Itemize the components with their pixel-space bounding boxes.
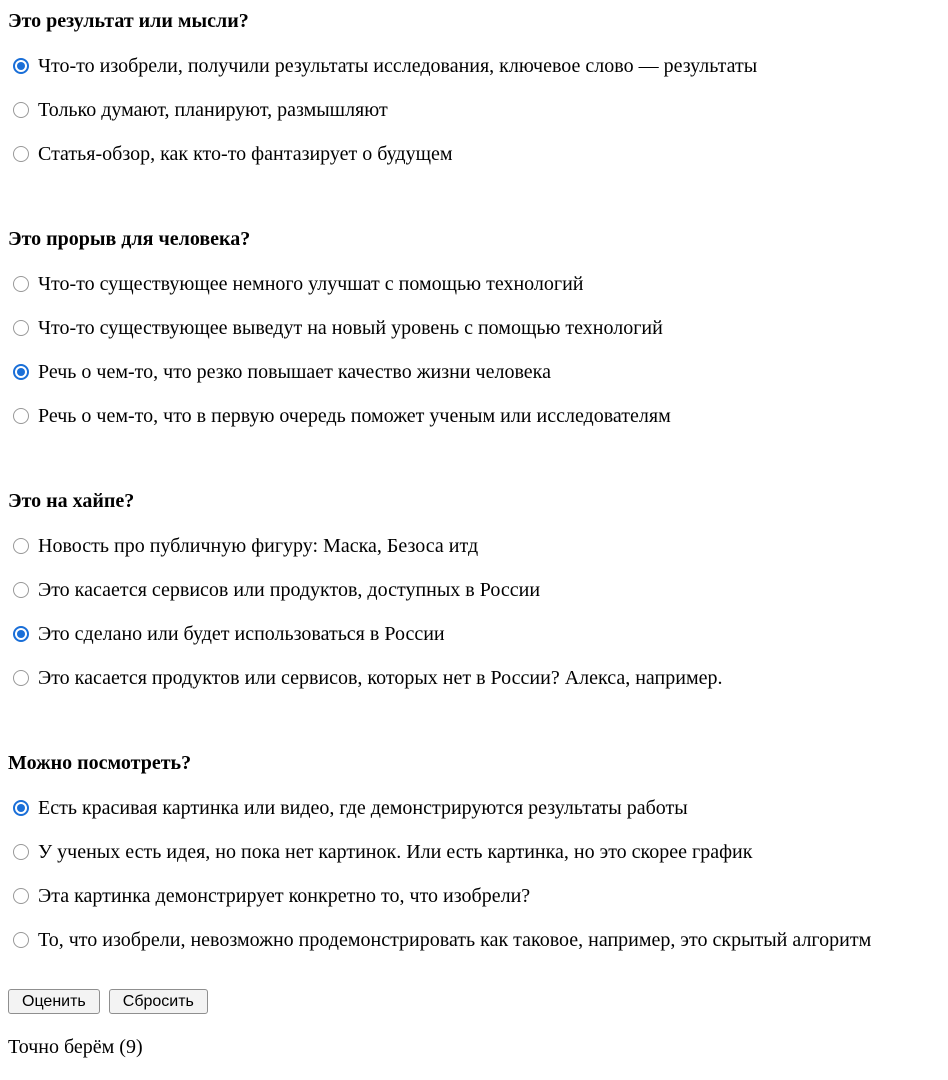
questions-form: [8, 10, 940, 951]
radio-option-label: У ученых есть идея, но пока нет картинок. Или есть картинка, но это скорее график: [38, 841, 753, 863]
radio-option[interactable]: [8, 317, 940, 339]
radio-unselected-icon[interactable]: [13, 670, 29, 686]
radio-option[interactable]: [8, 667, 940, 689]
question-title: Это прорыв для человека?: [8, 228, 251, 250]
radio-option[interactable]: [8, 623, 940, 645]
radio-selected-icon[interactable]: [13, 626, 29, 642]
question-block: [8, 228, 940, 427]
question-title: Можно посмотреть?: [8, 752, 192, 774]
radio-option[interactable]: [8, 535, 940, 557]
question-title: Это результат или мысли?: [8, 10, 249, 32]
radio-selected-icon[interactable]: [13, 800, 29, 816]
radio-selected-icon[interactable]: [13, 364, 29, 380]
radio-unselected-icon[interactable]: [13, 932, 29, 948]
radio-unselected-icon[interactable]: [13, 146, 29, 162]
radio-unselected-icon[interactable]: [13, 320, 29, 336]
radio-option-label: Эта картинка демонстрирует конкретно то, что изобрели?: [38, 885, 531, 907]
radio-option[interactable]: [8, 361, 940, 383]
radio-option[interactable]: [8, 797, 940, 819]
radio-unselected-icon[interactable]: [13, 844, 29, 860]
question-block: [8, 490, 940, 689]
radio-option[interactable]: [8, 55, 940, 77]
radio-unselected-icon[interactable]: [13, 408, 29, 424]
radio-option-label: Речь о чем-то, что в первую очередь поможет ученым или исследователям: [38, 405, 671, 427]
radio-unselected-icon[interactable]: [13, 102, 29, 118]
question-title: Это на хайпе?: [8, 490, 135, 512]
radio-option-label: Это касается сервисов или продуктов, доступных в России: [38, 579, 541, 601]
radio-option[interactable]: [8, 579, 940, 601]
radio-option[interactable]: [8, 929, 940, 951]
radio-selected-icon[interactable]: [13, 58, 29, 74]
radio-option-label: Что-то существующее немного улучшат с помощью технологий: [38, 273, 584, 295]
radio-unselected-icon[interactable]: [13, 582, 29, 598]
radio-option[interactable]: [8, 99, 940, 121]
radio-option-label: Новость про публичную фигуру: Маска, Безоса итд: [38, 535, 479, 557]
radio-option-label: Это сделано или будет использоваться в России: [38, 623, 445, 645]
verdict-text: Точно берём (9): [8, 1036, 143, 1058]
radio-option-label: Речь о чем-то, что резко повышает качество жизни человека: [38, 361, 551, 383]
radio-option-label: Статья-обзор, как кто-то фантазирует о будущем: [38, 143, 453, 165]
reset-button[interactable]: Сбросить: [109, 989, 208, 1014]
radio-option-label: Что-то изобрели, получили результаты исследования, ключевое слово — результаты: [38, 55, 758, 77]
question-block: [8, 10, 940, 165]
radio-unselected-icon[interactable]: [13, 888, 29, 904]
radio-option[interactable]: [8, 143, 940, 165]
radio-option-label: Есть красивая картинка или видео, где демонстрируются результаты работы: [38, 797, 688, 819]
radio-unselected-icon[interactable]: [13, 276, 29, 292]
radio-option-label: Только думают, планируют, размышляют: [38, 99, 388, 121]
radio-option[interactable]: [8, 273, 940, 295]
radio-option-label: Это касается продуктов или сервисов, которых нет в России? Алекса, например.: [38, 667, 723, 689]
evaluate-button[interactable]: Оценить: [8, 989, 100, 1014]
radio-option[interactable]: [8, 885, 940, 907]
radio-unselected-icon[interactable]: [13, 538, 29, 554]
actions-row: [8, 989, 940, 1014]
question-block: [8, 752, 940, 951]
radio-option-label: То, что изобрели, невозможно продемонстрировать как таковое, например, это скрытый алгоритм: [38, 929, 872, 951]
radio-option-label: Что-то существующее выведут на новый уровень с помощью технологий: [38, 317, 663, 339]
radio-option[interactable]: [8, 405, 940, 427]
radio-option[interactable]: [8, 841, 940, 863]
